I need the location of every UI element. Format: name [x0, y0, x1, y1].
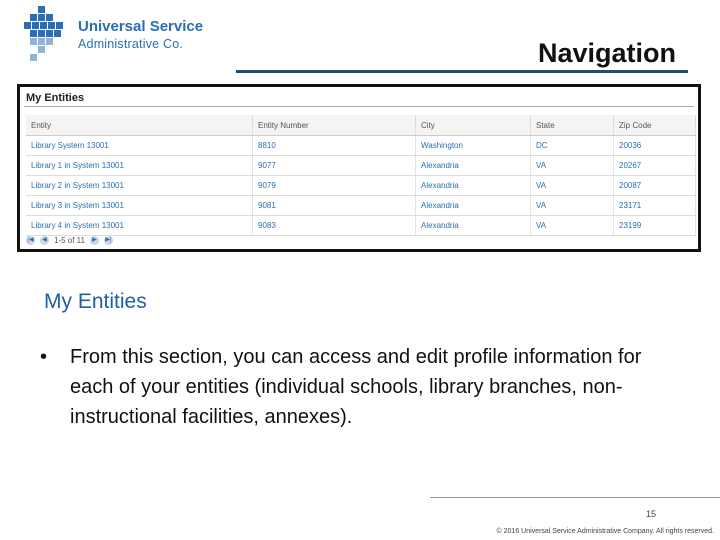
my-entities-screenshot	[17, 84, 701, 252]
state-cell: VA	[531, 156, 614, 176]
column-header-state[interactable]: State	[531, 115, 614, 136]
bullet-dot-icon: •	[40, 346, 48, 368]
pagination	[26, 236, 113, 245]
entities-table	[26, 115, 696, 236]
state-cell: VA	[531, 216, 614, 236]
section-heading: My Entities	[44, 290, 147, 313]
usac-logo-mark-icon	[24, 6, 72, 62]
table-row[interactable]	[26, 176, 696, 196]
city-cell: Alexandria	[416, 176, 531, 196]
copyright-notice: © 2016 Universal Service Administrative Company. All rights reserved.	[496, 528, 714, 535]
first-page-icon[interactable]: |◀	[27, 237, 34, 243]
prev-page-icon[interactable]: ◀	[40, 236, 49, 245]
usac-logo	[24, 6, 224, 62]
logo-name-line2: Administrative Co.	[78, 37, 184, 51]
panel-title-divider	[24, 106, 694, 107]
table-header-row	[26, 115, 696, 136]
zip-code-cell: 23171	[614, 196, 696, 216]
column-header-entity[interactable]: Entity	[26, 115, 253, 136]
zip-code-cell: 20087	[614, 176, 696, 196]
last-page-icon[interactable]: ▶|	[105, 237, 112, 243]
column-header-entity-number[interactable]: Entity Number	[253, 115, 416, 136]
entity-name-link[interactable]: Library 3 in System 13001	[26, 196, 253, 216]
entity-number-cell: 8810	[253, 136, 416, 156]
table-row[interactable]	[26, 136, 696, 156]
city-cell: Alexandria	[416, 156, 531, 176]
logo-name-line1: Universal Service	[78, 18, 204, 35]
table-row[interactable]	[26, 216, 696, 236]
state-cell: VA	[531, 196, 614, 216]
column-header-zip-code[interactable]: Zip Code	[614, 115, 696, 136]
zip-code-cell: 23199	[614, 216, 696, 236]
state-cell: VA	[531, 176, 614, 196]
bullet-text: From this section, you can access and edit profile information for each of your entities (individual schools, library branches, non-instructional facilities, annexes).	[70, 346, 642, 428]
entity-number-cell: 9079	[253, 176, 416, 196]
next-page-icon[interactable]: ▶	[90, 236, 99, 245]
bullet-item	[40, 342, 680, 432]
header-divider	[236, 70, 688, 73]
footer-divider	[430, 497, 720, 498]
entity-name-link[interactable]: Library System 13001	[26, 136, 253, 156]
zip-code-cell: 20036	[614, 136, 696, 156]
page-range-label: 1-5 of 11	[54, 236, 85, 245]
zip-code-cell: 20267	[614, 156, 696, 176]
panel-title: My Entities	[26, 92, 85, 104]
entity-name-link[interactable]: Library 4 in System 13001	[26, 216, 253, 236]
entity-number-cell: 9083	[253, 216, 416, 236]
entity-number-cell: 9077	[253, 156, 416, 176]
entity-number-cell: 9081	[253, 196, 416, 216]
city-cell: Washington	[416, 136, 531, 156]
entity-name-link[interactable]: Library 1 in System 13001	[26, 156, 253, 176]
page-number: 15	[645, 509, 656, 519]
table-row[interactable]	[26, 156, 696, 176]
entity-name-link[interactable]: Library 2 in System 13001	[26, 176, 253, 196]
city-cell: Alexandria	[416, 196, 531, 216]
table-row[interactable]	[26, 196, 696, 216]
page-title: Navigation	[537, 38, 676, 68]
state-cell: DC	[531, 136, 614, 156]
column-header-city[interactable]: City	[416, 115, 531, 136]
city-cell: Alexandria	[416, 216, 531, 236]
